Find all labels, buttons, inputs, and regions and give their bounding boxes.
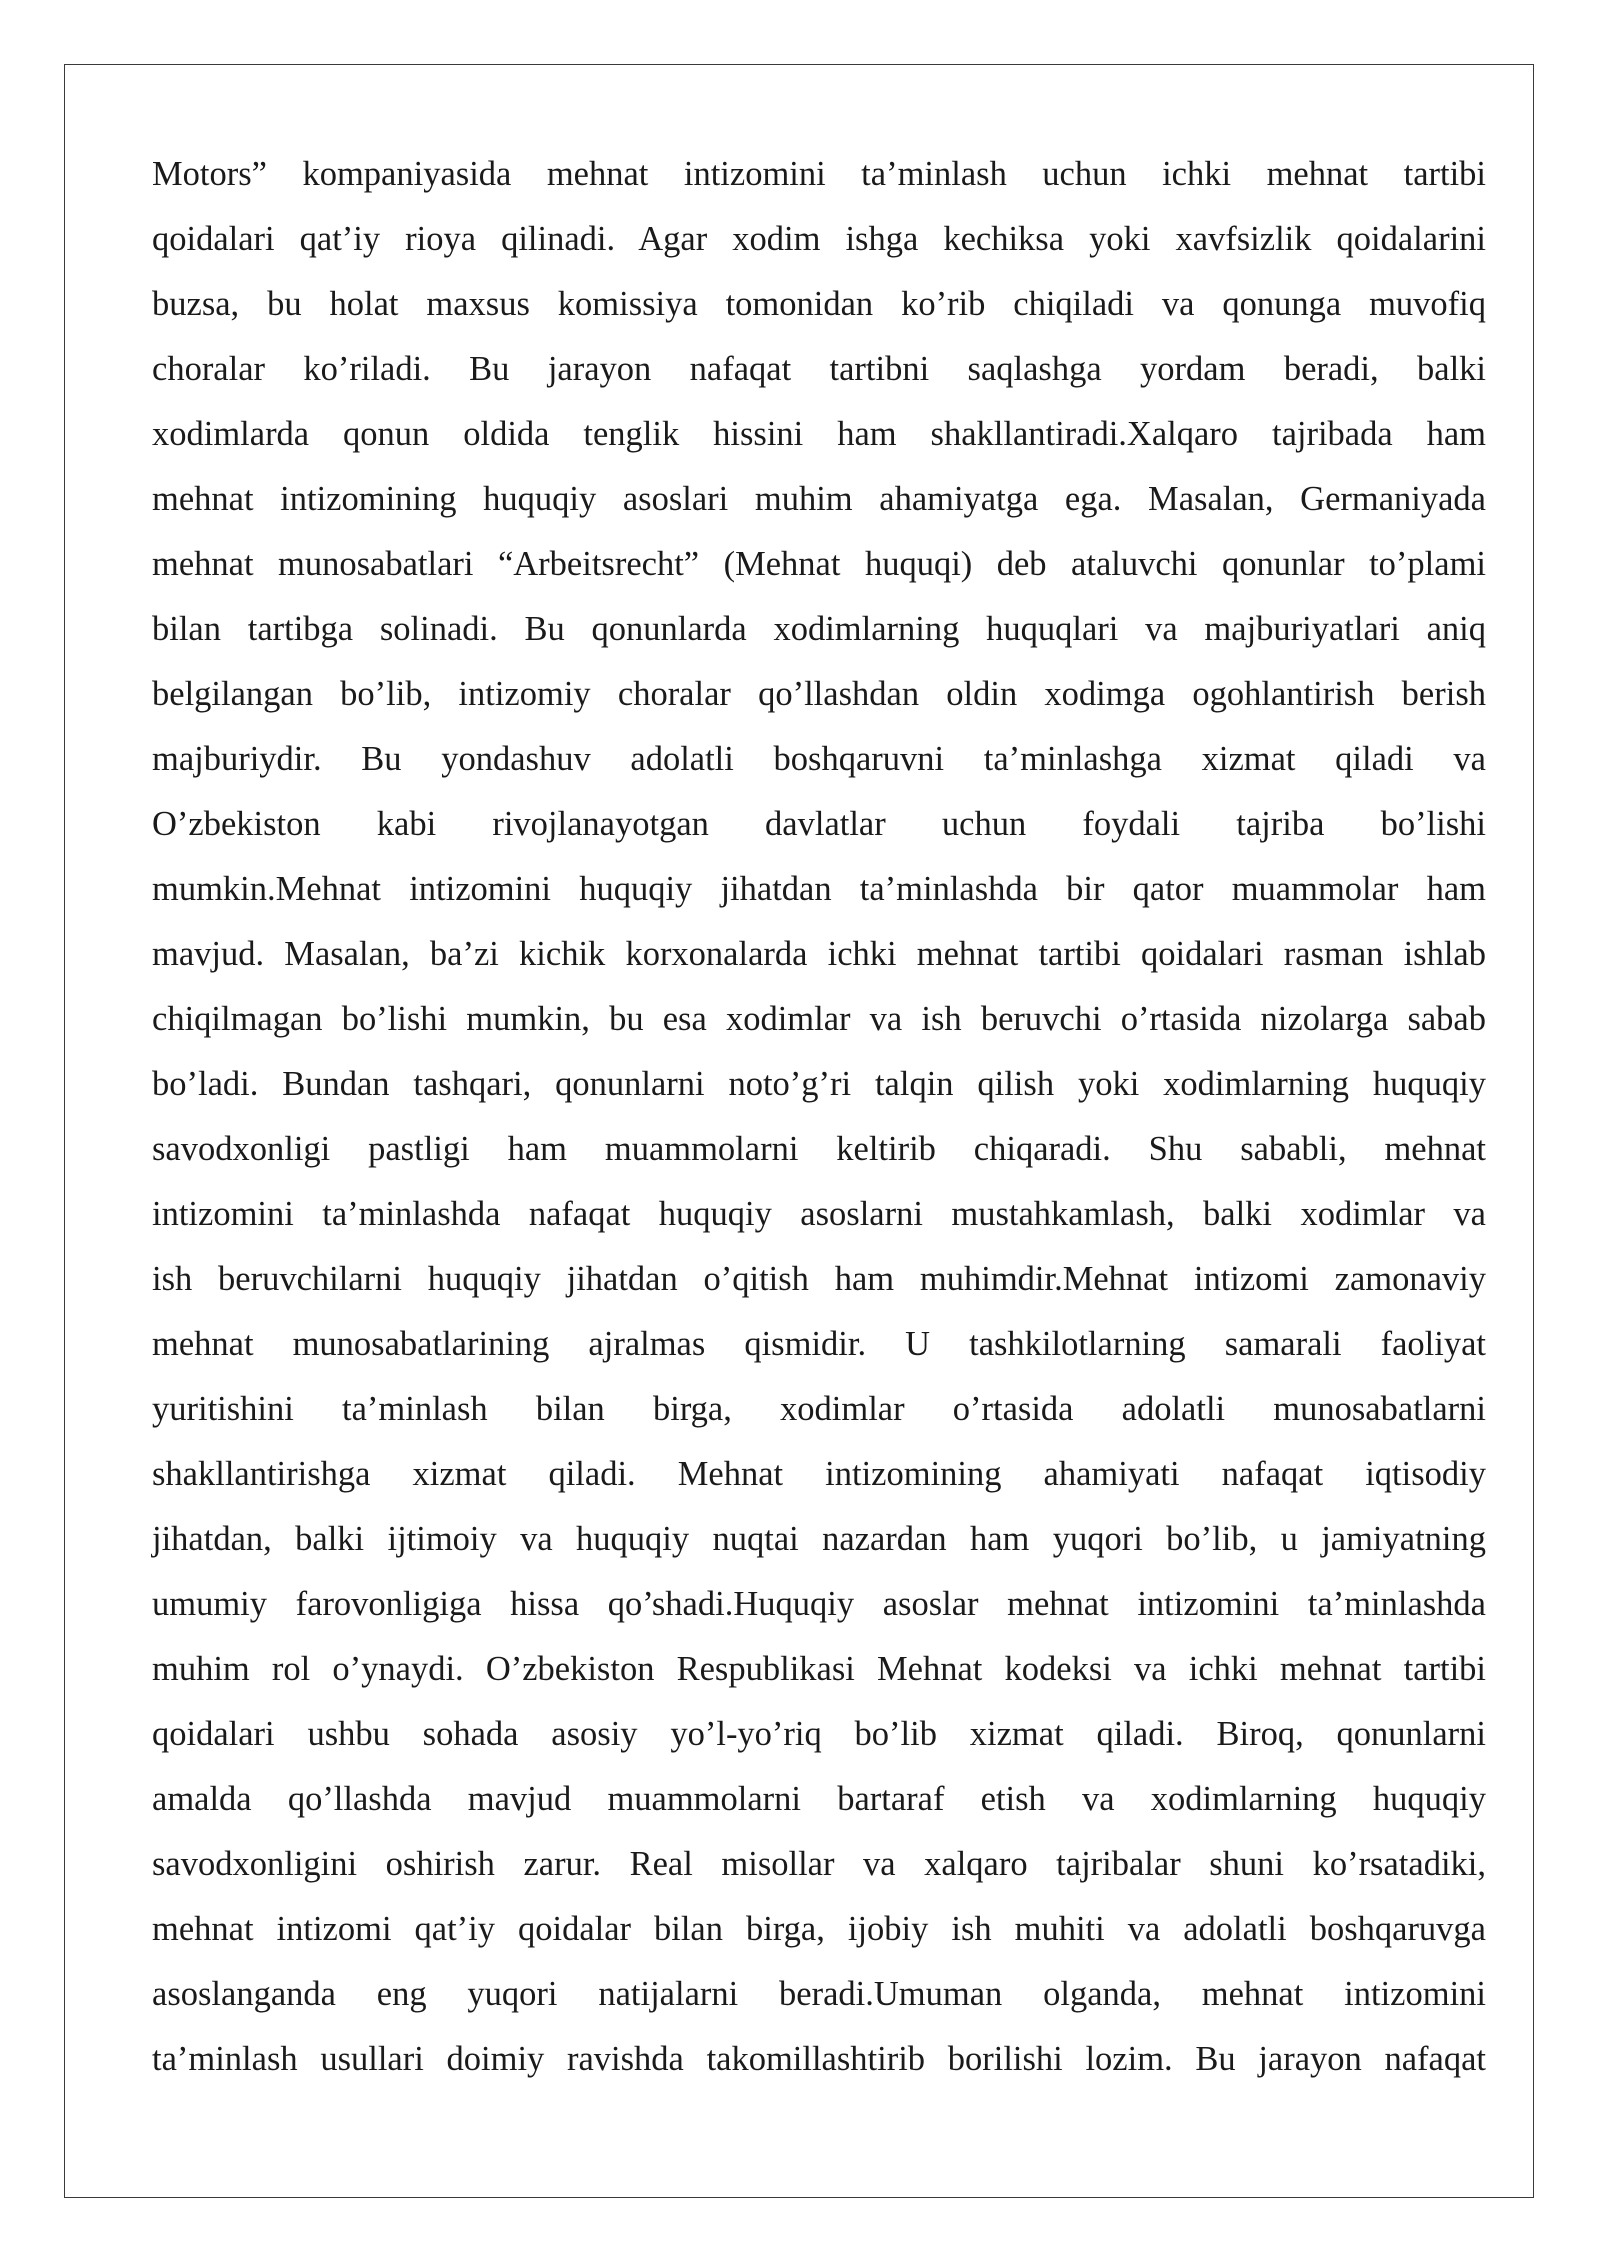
- text-line: qoidalari qat’iy rioya qilinadi. Agar xodim ishga kechiksa yoki xavfsizlik qoidalarini: [152, 220, 1486, 258]
- text-line: choralar ko’riladi. Bu jarayon nafaqat tartibni saqlashga yordam beradi, balki: [152, 350, 1486, 388]
- text-line: mehnat munosabatlari “Arbeitsrecht” (Mehnat huquqi) deb ataluvchi qonunlar to’plami: [152, 545, 1486, 583]
- document-body: [152, 142, 1486, 2092]
- text-line: majburiydir. Bu yondashuv adolatli boshqaruvni ta’minlashga xizmat qiladi va: [152, 740, 1486, 778]
- text-line: belgilangan bo’lib, intizomiy choralar qo’llashdan oldin xodimga ogohlantirish berish: [152, 675, 1486, 713]
- text-line: mavjud. Masalan, ba’zi kichik korxonalarda ichki mehnat tartibi qoidalari rasman ishlab: [152, 935, 1486, 973]
- text-line: shakllantirishga xizmat qiladi. Mehnat intizomining ahamiyati nafaqat iqtisodiy: [152, 1455, 1486, 1493]
- text-line: Motors” kompaniyasida mehnat intizomini ta’minlash uchun ichki mehnat tartibi: [152, 155, 1486, 193]
- text-line: ish beruvchilarni huquqiy jihatdan o’qitish ham muhimdir.Mehnat intizomi zamonaviy: [152, 1260, 1486, 1298]
- text-line: mumkin.Mehnat intizomini huquqiy jihatdan ta’minlashda bir qator muammolar ham: [152, 870, 1486, 908]
- text-line: xodimlarda qonun oldida tenglik hissini ham shakllantiradi.Xalqaro tajribada ham: [152, 415, 1486, 453]
- text-line: savodxonligini oshirish zarur. Real misollar va xalqaro tajribalar shuni ko’rsatadiki,: [152, 1845, 1486, 1883]
- text-line: ta’minlash usullari doimiy ravishda takomillashtirib borilishi lozim. Bu jarayon nafaqat: [152, 2040, 1486, 2078]
- text-line: umumiy farovonligiga hissa qo’shadi.Huquqiy asoslar mehnat intizomini ta’minlashda: [152, 1585, 1486, 1623]
- text-line: asoslanganda eng yuqori natijalarni beradi.Umuman olganda, mehnat intizomini: [152, 1975, 1486, 2013]
- text-line: chiqilmagan bo’lishi mumkin, bu esa xodimlar va ish beruvchi o’rtasida nizolarga sabab: [152, 1000, 1486, 1038]
- text-line: mehnat intizomi qat’iy qoidalar bilan birga, ijobiy ish muhiti va adolatli boshqaruvga: [152, 1910, 1486, 1948]
- text-line: jihatdan, balki ijtimoiy va huquqiy nuqtai nazardan ham yuqori bo’lib, u jamiyatning: [152, 1520, 1486, 1558]
- text-line: savodxonligi pastligi ham muammolarni keltirib chiqaradi. Shu sababli, mehnat: [152, 1130, 1486, 1168]
- text-line: bo’ladi. Bundan tashqari, qonunlarni noto’g’ri talqin qilish yoki xodimlarning huquqiy: [152, 1065, 1486, 1103]
- text-line: muhim rol o’ynaydi. O’zbekiston Respublikasi Mehnat kodeksi va ichki mehnat tartibi: [152, 1650, 1486, 1688]
- text-line: O’zbekiston kabi rivojlanayotgan davlatlar uchun foydali tajriba bo’lishi: [152, 805, 1486, 843]
- text-line: mehnat intizomining huquqiy asoslari muhim ahamiyatga ega. Masalan, Germaniyada: [152, 480, 1486, 518]
- text-line: qoidalari ushbu sohada asosiy yo’l-yo’riq bo’lib xizmat qiladi. Biroq, qonunlarni: [152, 1715, 1486, 1753]
- text-line: amalda qo’llashda mavjud muammolarni bartaraf etish va xodimlarning huquqiy: [152, 1780, 1486, 1818]
- text-line: yuritishini ta’minlash bilan birga, xodimlar o’rtasida adolatli munosabatlarni: [152, 1390, 1486, 1428]
- text-line: mehnat munosabatlarining ajralmas qismidir. U tashkilotlarning samarali faoliyat: [152, 1325, 1486, 1363]
- text-line: bilan tartibga solinadi. Bu qonunlarda xodimlarning huquqlari va majburiyatlari aniq: [152, 610, 1486, 648]
- text-line: buzsa, bu holat maxsus komissiya tomonidan ko’rib chiqiladi va qonunga muvofiq: [152, 285, 1486, 323]
- text-line: intizomini ta’minlashda nafaqat huquqiy asoslarni mustahkamlash, balki xodimlar va: [152, 1195, 1486, 1233]
